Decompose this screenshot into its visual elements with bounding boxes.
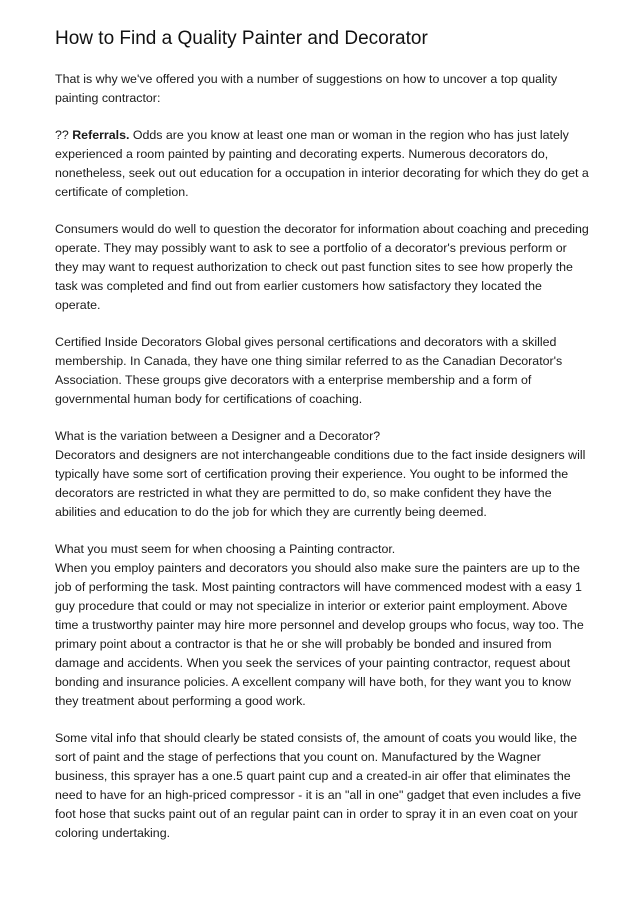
consumers-paragraph: Consumers would do well to question the decorator for information about coaching and preceding operate. They may possibly want to ask to see a portfolio of a decorator's previous perform or they may want to request authorization to check out past function sites to see how properly the task was completed and find out from earlier customers how satisfactory they located the operate.	[55, 222, 589, 312]
choosing-heading: What you must seem for when choosing a Painting contractor.	[55, 542, 396, 556]
vital-info-paragraph: Some vital info that should clearly be stated consists of, the amount of coats you would like, the sort of paint and the stage of perfections that you count on. Manufactured by the Wagner business, this sprayer has a one.5 quart paint cup and a created-in air offer that eliminates the need to have for an high-priced compressor - it is an "all in one" gadget that even includes a five foot hose that sucks paint out of an regular paint can in order to spray it in an even coat on your coloring undertaking.	[55, 731, 582, 840]
variation-section	[55, 427, 590, 522]
intro-paragraph: That is why we've offered you with a number of suggestions on how to uncover a top quality painting contractor:	[55, 72, 558, 105]
referrals-paragraph	[55, 126, 590, 202]
choosing-section	[55, 540, 590, 711]
variation-text: Decorators and designers are not interchangeable conditions due to the fact inside designers will typically have some sort of certification proving their experience. You ought to be informed the decorators are restricted in what they are permitted to do, so make confident they have the abilities and education to do the job for which they are currently being deemed.	[55, 448, 586, 519]
referrals-heading: Referrals.	[72, 128, 130, 142]
document-page	[55, 26, 590, 861]
variation-heading: What is the variation between a Designer and a Decorator?	[55, 429, 381, 443]
referrals-prefix: ??	[55, 128, 73, 142]
page-title: How to Find a Quality Painter and Decorator	[55, 28, 428, 49]
certified-paragraph: Certified Inside Decorators Global gives personal certifications and decorators with a skilled membership. In Canada, they have one thing similar referred to as the Canadian Decorator's Association. These groups give decorators with a enterprise membership and a form of governmental human body for certifications of coaching.	[55, 335, 563, 406]
choosing-text: When you employ painters and decorators you should also make sure the painters are up to the job of performing the task. Most painting contractors will have commenced modest with a easy 1 guy procedure that could or may not specialize in interior or exterior paint employment. Above time a trustworthy painter may hire more personnel and develop groups who focus, way too. The primary point about a contractor is that he or she will probably be bonded and insured from damage and accidents. When you seek the services of your painting contractor, request about bonding and insurance policies. A excellent company will have both, for they want you to know they treatment about performing a good work.	[55, 561, 584, 708]
referrals-text: Odds are you know at least one man or woman in the region who has just lately experienced a room painted by painting and decorating experts. Numerous decorators do, nonetheless, seek out out education for a occupation in interior decorating for which they do get a certificate of completion.	[55, 128, 589, 199]
